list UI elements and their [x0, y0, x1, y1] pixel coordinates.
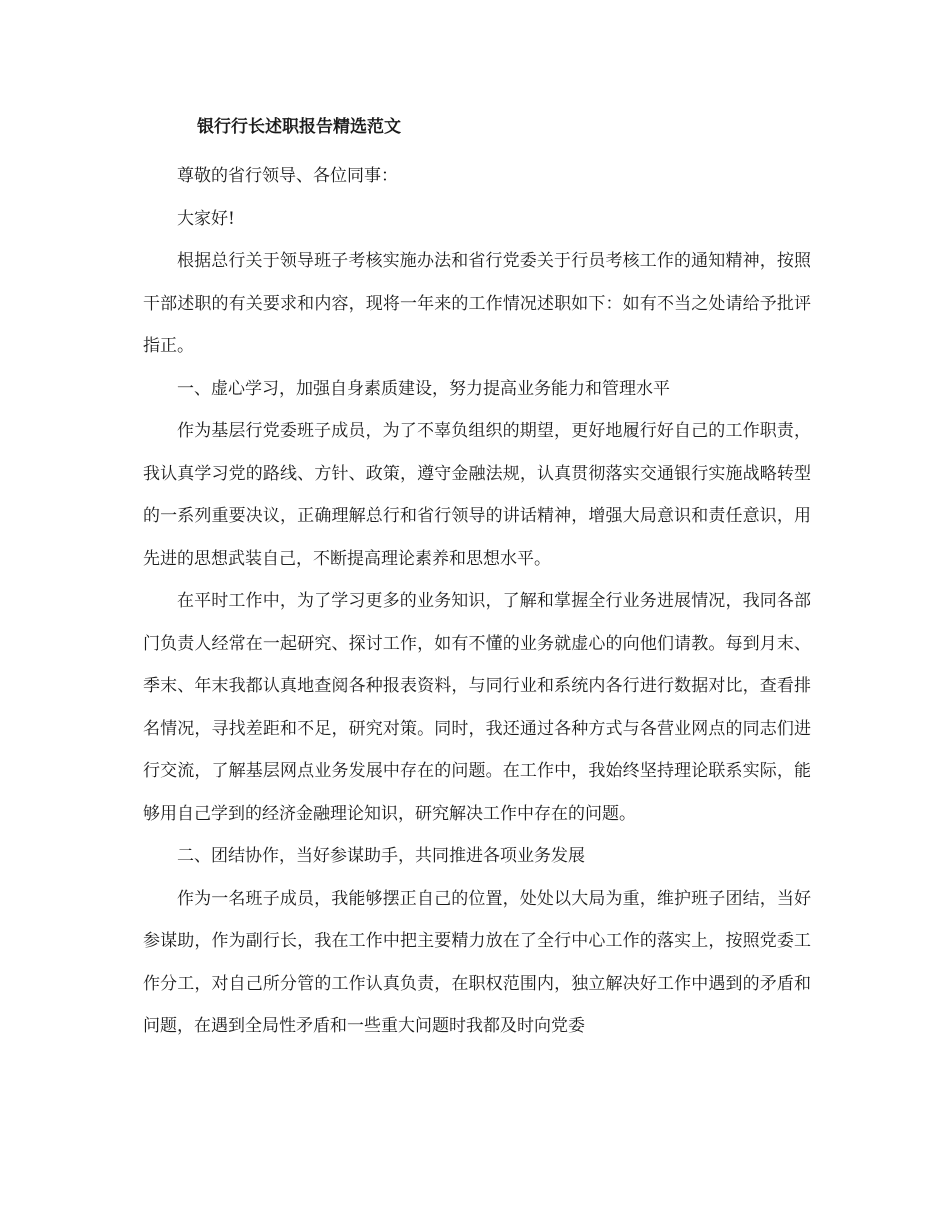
- document-body: [143, 112, 811, 1048]
- section-heading-2: 二、团结协作，当好参谋助手，共同推进各项业务发展: [177, 846, 585, 866]
- document-title: 银行行长述职报告精选范文: [197, 117, 401, 137]
- section-heading-1: 一、虚心学习，加强自身素质建设，努力提高业务能力和管理水平: [177, 378, 670, 399]
- salutation: 尊敬的省行领导、各位同事：: [177, 166, 398, 186]
- body-paragraph-3: 作为一名班子成员，我能够摆正自己的位置，处处以大局为重，维护班子团结，当好参谋助，作为副行长，我在工作中把主要精力放在了全行中心工作的落实上，按照党委工作分工，对自己所分管的工作认真负责，在职权范围内，独立解决好工作中遇到的矛盾和问题，在遇到全局性矛盾和一些重大问题时我都及时向党委: [143, 888, 811, 1036]
- body-paragraph-1: 作为基层行党委班子成员，为了不辜负组织的期望，更好地履行好自己的工作职责，我认真学习党的路线、方针、政策，遵守金融法规，认真贯彻落实交通银行实施战略转型的一系列重要决议，正确理解总行和省行领导的讲话精神，增强大局意识和责任意识，用先进的思想武装自己，不断提高理论素养和思想水平。: [143, 421, 811, 569]
- greeting: 大家好!: [177, 208, 235, 229]
- intro-paragraph: 根据总行关于领导班子考核实施办法和省行党委关于行员考核工作的通知精神，按照干部述职的有关要求和内容，现将一年来的工作情况述职如下：如有不当之处请给予批评指正。: [143, 251, 811, 356]
- body-paragraph-2: 在平时工作中，为了学习更多的业务知识，了解和掌握全行业务进展情况，我同各部门负责人经常在一起研究、探讨工作，如有不懂的业务就虚心的向他们请教。每到月末、季末、年末我都认真地查阅各种报表资料，与同行业和系统内各行进行数据对比，查看排名情况，寻找差距和不足，研究对策。同时，我还通过各种方式与各营业网点的同志们进行交流，了解基层网点业务发展中存在的问题。在工作中，我始终坚持理论联系实际，能够用自己学到的经济金融理论知识，研究解决工作中存在的问题。: [143, 591, 811, 824]
